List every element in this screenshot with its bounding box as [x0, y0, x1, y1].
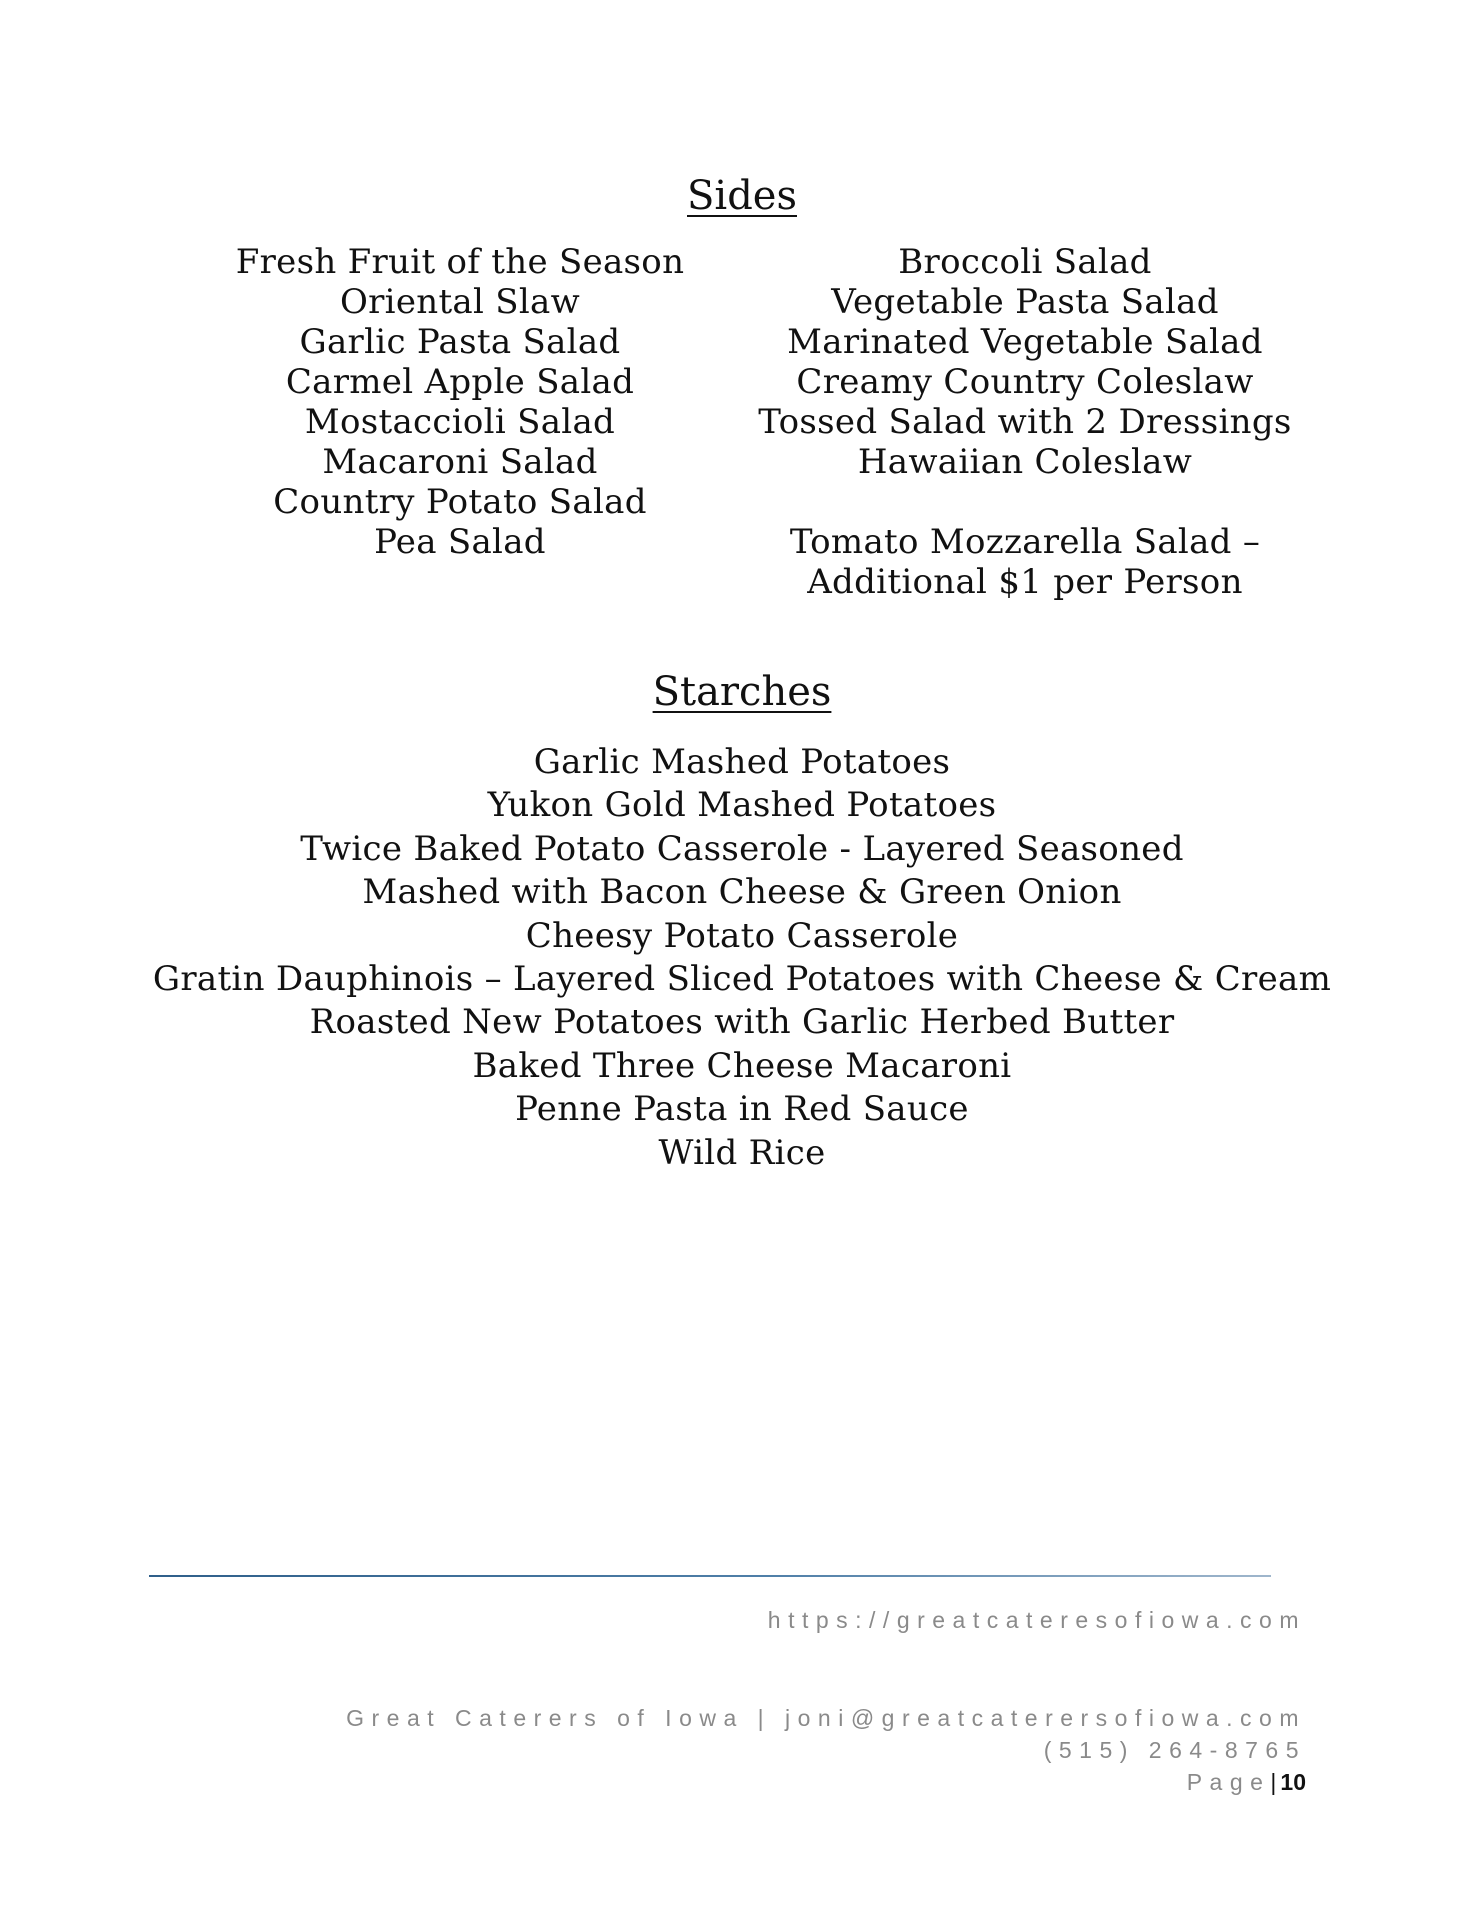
list-item: Twice Baked Potato Casserole - Layered Seasoned — [300, 828, 1184, 869]
list-item: Mashed with Bacon Cheese & Green Onion — [362, 872, 1122, 913]
list-item: Garlic Mashed Potatoes — [533, 742, 951, 782]
footer-divider — [149, 1575, 1271, 1577]
spacer — [740, 482, 1310, 522]
list-item: Marinated Vegetable Salad — [787, 322, 1263, 362]
list-item: Wild Rice — [658, 1132, 826, 1173]
footer-page-number — [1187, 1769, 1306, 1796]
footer-url-link[interactable]: https://greatcateresofiowa.com — [767, 1607, 1306, 1633]
list-item: Penne Pasta in Red Sauce — [515, 1089, 969, 1130]
list-item: Cheesy Potato Casserole — [525, 915, 959, 956]
list-item: Fresh Fruit of the Season — [235, 242, 685, 282]
premium-item-line2: Additional $1 per Person — [807, 562, 1243, 602]
list-item: Macaroni Salad — [322, 442, 598, 482]
starches-heading — [0, 668, 1484, 716]
starches-heading-text: Starches — [652, 669, 832, 715]
list-item: Country Potato Salad — [273, 482, 647, 522]
list-item: Oriental Slaw — [339, 282, 581, 322]
sides-right-column — [740, 242, 1310, 602]
page-separator: | — [1270, 1769, 1277, 1795]
list-item: Carmel Apple Salad — [285, 362, 635, 402]
list-item: Gratin Dauphinois – Layered Sliced Potatoes with Cheese & Cream — [152, 959, 1332, 1000]
sides-left-column — [200, 242, 720, 562]
sides-heading — [0, 172, 1484, 220]
list-item: Mostaccioli Salad — [304, 402, 616, 442]
sides-heading-text: Sides — [687, 173, 797, 219]
list-item: Creamy Country Coleslaw — [796, 362, 1254, 402]
list-item: Pea Salad — [374, 522, 546, 562]
starches-list — [0, 741, 1484, 1175]
list-item: Tossed Salad with 2 Dressings — [758, 402, 1292, 442]
list-item: Hawaiian Coleslaw — [857, 442, 1193, 482]
page-number: 10 — [1280, 1769, 1306, 1795]
footer-company-contact: Great Caterers of Iowa | joni@greatcaterersofiowa.com — [346, 1705, 1306, 1731]
list-item: Yukon Gold Mashed Potatoes — [487, 785, 997, 826]
list-item: Vegetable Pasta Salad — [831, 282, 1219, 322]
list-item: Baked Three Cheese Macaroni — [472, 1045, 1012, 1086]
list-item: Roasted New Potatoes with Garlic Herbed Butter — [309, 1002, 1175, 1043]
list-item: Garlic Pasta Salad — [299, 322, 621, 362]
list-item: Broccoli Salad — [898, 242, 1152, 282]
footer-phone: (515) 264-8765 — [1043, 1737, 1306, 1763]
premium-item-line1: Tomato Mozzarella Salad – — [789, 522, 1261, 562]
page-label: Page — [1186, 1769, 1271, 1795]
